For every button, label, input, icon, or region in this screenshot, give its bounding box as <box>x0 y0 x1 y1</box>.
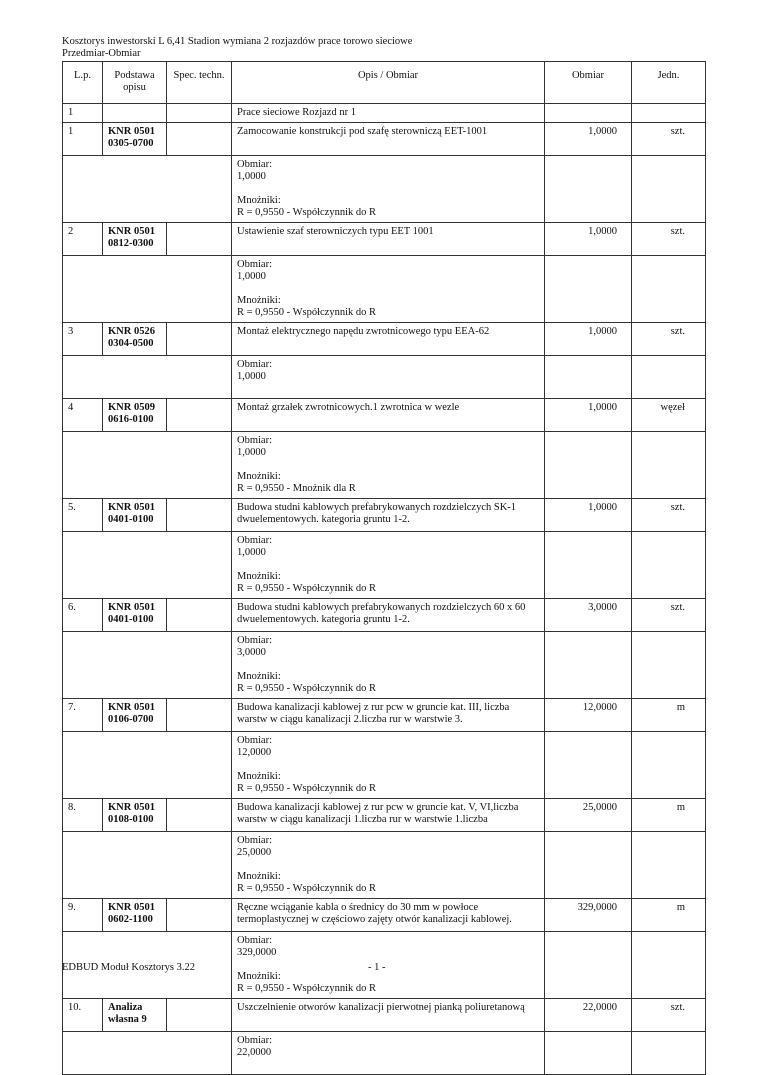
item-unit: szt. <box>632 499 706 532</box>
item-spec <box>167 599 232 632</box>
item-spec <box>167 399 232 432</box>
item-description-line2: termoplastycznej w częściowo zajęty otwór kanalizacji kablowej. <box>237 914 512 925</box>
item-description <box>232 399 545 432</box>
item-lp: 10. <box>63 999 103 1032</box>
item-description-line1: Budowa kanalizacji kablowej z rur pcw w gruncie kat. III, liczba <box>237 702 510 713</box>
col-header-lp: L.p. <box>63 62 103 104</box>
table-row <box>63 699 706 732</box>
obmiar-label: Obmiar: <box>237 935 272 946</box>
obmiar-value: 1,0000 <box>237 547 266 558</box>
obmiar-value: 22,0000 <box>237 1047 272 1058</box>
col-header-jedn: Jedn. <box>632 62 706 104</box>
col-header-spec: Spec. techn. <box>167 62 232 104</box>
item-description <box>232 799 545 832</box>
measurement-detail <box>232 832 545 899</box>
measurement-row <box>63 356 706 399</box>
multiplier-label: Mnożniki: <box>237 671 281 682</box>
item-description-line2: warstw w ciągu kanalizacji 1.liczba rur w warstwie 1.liczba <box>237 814 488 825</box>
item-basis <box>103 123 167 156</box>
item-basis-code1: KNR 0501 <box>108 702 155 713</box>
obmiar-label: Obmiar: <box>237 435 272 446</box>
item-basis-code1: KNR 0501 <box>108 902 155 913</box>
multiplier-value: R = 0,9550 - Współczynnik do R <box>237 307 377 318</box>
item-unit: m <box>632 799 706 832</box>
obmiar-label: Obmiar: <box>237 159 272 170</box>
item-description-line1: Budowa studni kablowych prefabrykowanych rozdzielczych SK-1 <box>237 502 517 513</box>
item-basis-code2: własna 9 <box>108 1014 147 1025</box>
item-lp: 3 <box>63 323 103 356</box>
item-description <box>232 999 545 1032</box>
item-spec <box>167 499 232 532</box>
table-row <box>63 399 706 432</box>
item-lp: 4 <box>63 399 103 432</box>
measurement-detail <box>232 732 545 799</box>
item-basis-code2: 0602-1100 <box>108 914 153 925</box>
item-basis-code2: 0304-0500 <box>108 338 154 349</box>
col-header-podstawa-line2: opisu <box>123 82 146 93</box>
item-basis-code2: 0401-0100 <box>108 614 154 625</box>
item-unit: m <box>632 899 706 932</box>
table-row <box>63 323 706 356</box>
item-basis <box>103 999 167 1032</box>
item-basis <box>103 323 167 356</box>
document-header <box>62 36 412 60</box>
item-basis-code1: KNR 0501 <box>108 126 155 137</box>
item-description <box>232 699 545 732</box>
measurement-detail <box>232 632 545 699</box>
item-description-line1: Budowa studni kablowych prefabrykowanych rozdzielczych 60 x 60 <box>237 602 526 613</box>
measurement-row <box>63 832 706 899</box>
section-title: Prace sieciowe Rozjazd nr 1 <box>232 104 545 123</box>
multiplier-value: R = 0,9550 - Mnożnik dla R <box>237 483 356 494</box>
multiplier-value: R = 0,9550 - Współczynnik do R <box>237 683 377 694</box>
obmiar-label: Obmiar: <box>237 359 272 370</box>
item-description <box>232 223 545 256</box>
obmiar-label: Obmiar: <box>237 1035 272 1046</box>
multiplier-label: Mnożniki: <box>237 295 281 306</box>
item-spec <box>167 799 232 832</box>
item-spec <box>167 323 232 356</box>
item-basis-code2: 0616-0100 <box>108 414 154 425</box>
measurement-detail <box>232 432 545 499</box>
item-basis <box>103 499 167 532</box>
item-basis-code2: 0106-0700 <box>108 714 154 725</box>
measurement-row <box>63 156 706 223</box>
item-quantity: 329,0000 <box>545 899 632 932</box>
item-description-line2: warstw w ciągu kanalizacji 2.liczba rur w warstwie 3. <box>237 714 463 725</box>
obmiar-label: Obmiar: <box>237 835 272 846</box>
multiplier-value: R = 0,9550 - Współczynnik do R <box>237 583 377 594</box>
item-lp: 8. <box>63 799 103 832</box>
col-header-podstawa <box>103 62 167 104</box>
item-spec <box>167 999 232 1032</box>
footer-software: EDBUD Moduł Kosztorys 3.22 <box>62 962 195 973</box>
measurement-row <box>63 632 706 699</box>
item-lp: 1 <box>63 123 103 156</box>
measurement-row <box>63 1032 706 1075</box>
item-quantity: 25,0000 <box>545 799 632 832</box>
multiplier-value: R = 0,9550 - Współczynnik do R <box>237 783 377 794</box>
obmiar-value: 3,0000 <box>237 647 266 658</box>
item-basis <box>103 223 167 256</box>
obmiar-value: 1,0000 <box>237 371 266 382</box>
item-quantity: 1,0000 <box>545 223 632 256</box>
multiplier-label: Mnożniki: <box>237 771 281 782</box>
item-description-line1: Montaż grzałek zwrotnicowych.1 zwrotnica w wezle <box>237 402 460 413</box>
item-basis-code1: KNR 0501 <box>108 226 155 237</box>
col-header-opis: Opis / Obmiar <box>232 62 545 104</box>
item-description <box>232 599 545 632</box>
obmiar-label: Obmiar: <box>237 735 272 746</box>
measurement-row <box>63 732 706 799</box>
item-description-line1: Ustawienie szaf sterowniczych typu EET 1001 <box>237 226 434 237</box>
item-spec <box>167 899 232 932</box>
item-quantity: 1,0000 <box>545 399 632 432</box>
item-basis <box>103 799 167 832</box>
document-title: Kosztorys inwestorski L 6,41 Stadion wymiana 2 rozjazdów prace torowo sieciowe <box>62 36 413 47</box>
item-lp: 2 <box>63 223 103 256</box>
section-row <box>63 104 706 123</box>
item-description-line1: Zamocowanie konstrukcji pod szafę sterowniczą EET-1001 <box>237 126 488 137</box>
section-lp: 1 <box>63 104 103 123</box>
item-lp: 6. <box>63 599 103 632</box>
item-description-line1: Budowa kanalizacji kablowej z rur pcw w gruncie kat. V, VI,liczba <box>237 802 519 813</box>
col-header-obmiar: Obmiar <box>545 62 632 104</box>
item-unit: szt. <box>632 223 706 256</box>
obmiar-label: Obmiar: <box>237 535 272 546</box>
measurement-row <box>63 532 706 599</box>
item-quantity: 3,0000 <box>545 599 632 632</box>
item-basis-code1: KNR 0501 <box>108 602 155 613</box>
multiplier-label: Mnożniki: <box>237 195 281 206</box>
measurement-detail <box>232 532 545 599</box>
item-basis-code1: KNR 0501 <box>108 802 155 813</box>
col-header-podstawa-line1: Podstawa <box>114 70 155 81</box>
item-description <box>232 899 545 932</box>
measurement-detail <box>232 1032 545 1075</box>
measurement-row <box>63 256 706 323</box>
table-row <box>63 799 706 832</box>
footer-page-number: - 1 - <box>368 962 386 973</box>
multiplier-value: R = 0,9550 - Współczynnik do R <box>237 883 377 894</box>
item-basis <box>103 899 167 932</box>
item-description-line2: dwuelementowych. kategoria gruntu 1-2. <box>237 514 410 525</box>
item-quantity: 12,0000 <box>545 699 632 732</box>
item-spec <box>167 123 232 156</box>
obmiar-label: Obmiar: <box>237 259 272 270</box>
table-row <box>63 999 706 1032</box>
measurement-detail <box>232 256 545 323</box>
document-subtitle: Przedmiar-Obmiar <box>62 48 141 59</box>
item-basis <box>103 399 167 432</box>
obmiar-value: 1,0000 <box>237 271 266 282</box>
item-description-line1: Ręczne wciąganie kabla o średnicy do 30 mm w powłoce <box>237 902 479 913</box>
item-lp: 5. <box>63 499 103 532</box>
item-basis-code1: KNR 0501 <box>108 502 155 513</box>
table-row <box>63 899 706 932</box>
item-spec <box>167 699 232 732</box>
obmiar-value: 329,0000 <box>237 947 277 958</box>
item-quantity: 1,0000 <box>545 123 632 156</box>
item-lp: 9. <box>63 899 103 932</box>
item-spec <box>167 223 232 256</box>
multiplier-label: Mnożniki: <box>237 471 281 482</box>
item-basis-code2: 0108-0100 <box>108 814 154 825</box>
multiplier-value: R = 0,9550 - Współczynnik do R <box>237 983 377 994</box>
item-unit: szt. <box>632 599 706 632</box>
table-row <box>63 223 706 256</box>
item-unit: szt. <box>632 999 706 1032</box>
item-quantity: 1,0000 <box>545 323 632 356</box>
item-basis <box>103 699 167 732</box>
obmiar-label: Obmiar: <box>237 635 272 646</box>
table-row <box>63 599 706 632</box>
item-description-line1: Uszczelnienie otworów kanalizacji pierwotnej pianką poliuretanową <box>237 1002 525 1013</box>
item-description-line2: dwuelementowych. kategoria gruntu 1-2. <box>237 614 410 625</box>
table-header-row <box>63 62 706 104</box>
multiplier-value: R = 0,9550 - Współczynnik do R <box>237 207 377 218</box>
measurement-detail <box>232 156 545 223</box>
item-basis-code2: 0812-0300 <box>108 238 154 249</box>
item-basis-code1: KNR 0509 <box>108 402 155 413</box>
obmiar-value: 1,0000 <box>237 171 266 182</box>
item-description <box>232 499 545 532</box>
item-description <box>232 323 545 356</box>
measurement-detail <box>232 932 545 999</box>
item-unit: szt. <box>632 123 706 156</box>
obmiar-value: 12,0000 <box>237 747 272 758</box>
item-basis <box>103 599 167 632</box>
item-basis-code1: Analiza <box>108 1002 143 1013</box>
item-lp: 7. <box>63 699 103 732</box>
cost-estimate-table <box>62 61 706 1075</box>
measurement-row <box>63 432 706 499</box>
item-basis-code2: 0305-0700 <box>108 138 154 149</box>
item-unit: szt. <box>632 323 706 356</box>
item-unit: m <box>632 699 706 732</box>
item-description <box>232 123 545 156</box>
item-unit: węzeł <box>632 399 706 432</box>
item-basis-code1: KNR 0526 <box>108 326 155 337</box>
multiplier-label: Mnożniki: <box>237 871 281 882</box>
obmiar-value: 25,0000 <box>237 847 272 858</box>
table-row <box>63 499 706 532</box>
obmiar-value: 1,0000 <box>237 447 266 458</box>
measurement-detail <box>232 356 545 399</box>
multiplier-label: Mnożniki: <box>237 571 281 582</box>
item-quantity: 1,0000 <box>545 499 632 532</box>
item-description-line1: Montaż elektrycznego napędu zwrotnicowego typu EEA-62 <box>237 326 490 337</box>
item-quantity: 22,0000 <box>545 999 632 1032</box>
table-row <box>63 123 706 156</box>
item-basis-code2: 0401-0100 <box>108 514 154 525</box>
multiplier-label: Mnożniki: <box>237 971 281 982</box>
